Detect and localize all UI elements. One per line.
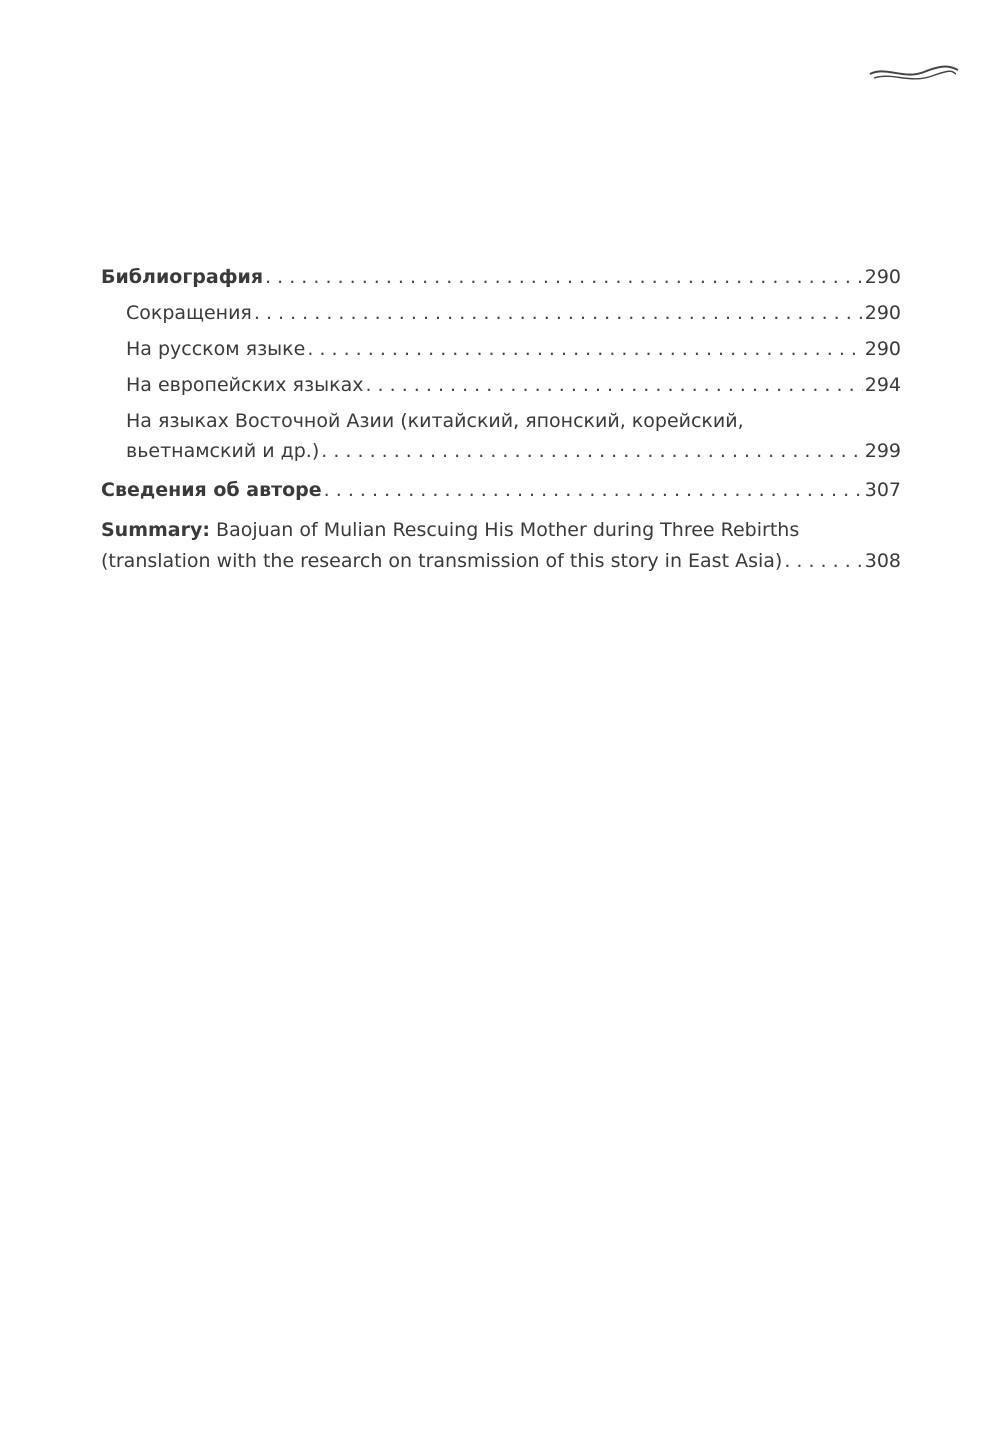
summary-title: Baojuan of Mulian Rescuing His Mother during Three Rebirths xyxy=(216,519,800,541)
dot-leader xyxy=(307,334,862,364)
dot-leader xyxy=(365,370,862,400)
toc-entry-title: На русском языке xyxy=(126,338,306,360)
toc-entry-title: Библиография xyxy=(101,266,264,288)
summary-label: Summary: xyxy=(101,519,210,541)
toc-page-number: 290 xyxy=(864,338,901,360)
toc-entry-abbreviations[interactable] xyxy=(101,298,901,328)
toc-entry-summary[interactable] xyxy=(101,546,901,576)
toc-entry-title: (translation with the research on transmission of this story in East Asia) xyxy=(101,550,783,572)
toc-page-number: 294 xyxy=(864,374,901,396)
toc-entry-title: На европейских языках xyxy=(126,374,364,396)
toc-entry-title: Сведения об авторе xyxy=(101,479,322,501)
toc-page-number: 299 xyxy=(864,440,901,462)
toc-page-number: 307 xyxy=(864,479,901,501)
dot-leader xyxy=(324,475,863,505)
toc-entry-title: вьетнамский и др.) xyxy=(126,440,320,462)
dot-leader xyxy=(321,436,862,466)
toc-entry-title: Сокращения xyxy=(126,302,252,324)
toc-entry-author[interactable] xyxy=(101,475,901,505)
toc-entry-east-asian-line1[interactable]: На языках Восточной Азии (китайский, японский, корейский, xyxy=(126,410,744,432)
wave-flourish-icon xyxy=(866,62,962,90)
toc-page-number: 290 xyxy=(864,266,901,288)
toc-entry-east-asian[interactable] xyxy=(101,436,901,466)
toc-entry-bibliography[interactable] xyxy=(101,262,901,292)
dot-leader xyxy=(265,262,863,292)
toc-page-number: 290 xyxy=(864,302,901,324)
table-of-contents xyxy=(101,262,901,576)
dot-leader xyxy=(254,298,863,328)
toc-entry-summary-line1[interactable] xyxy=(101,514,901,546)
dot-leader xyxy=(784,546,862,576)
toc-entry-russian[interactable] xyxy=(101,334,901,364)
toc-entry-european[interactable] xyxy=(101,370,901,400)
toc-page-number: 308 xyxy=(864,550,901,572)
